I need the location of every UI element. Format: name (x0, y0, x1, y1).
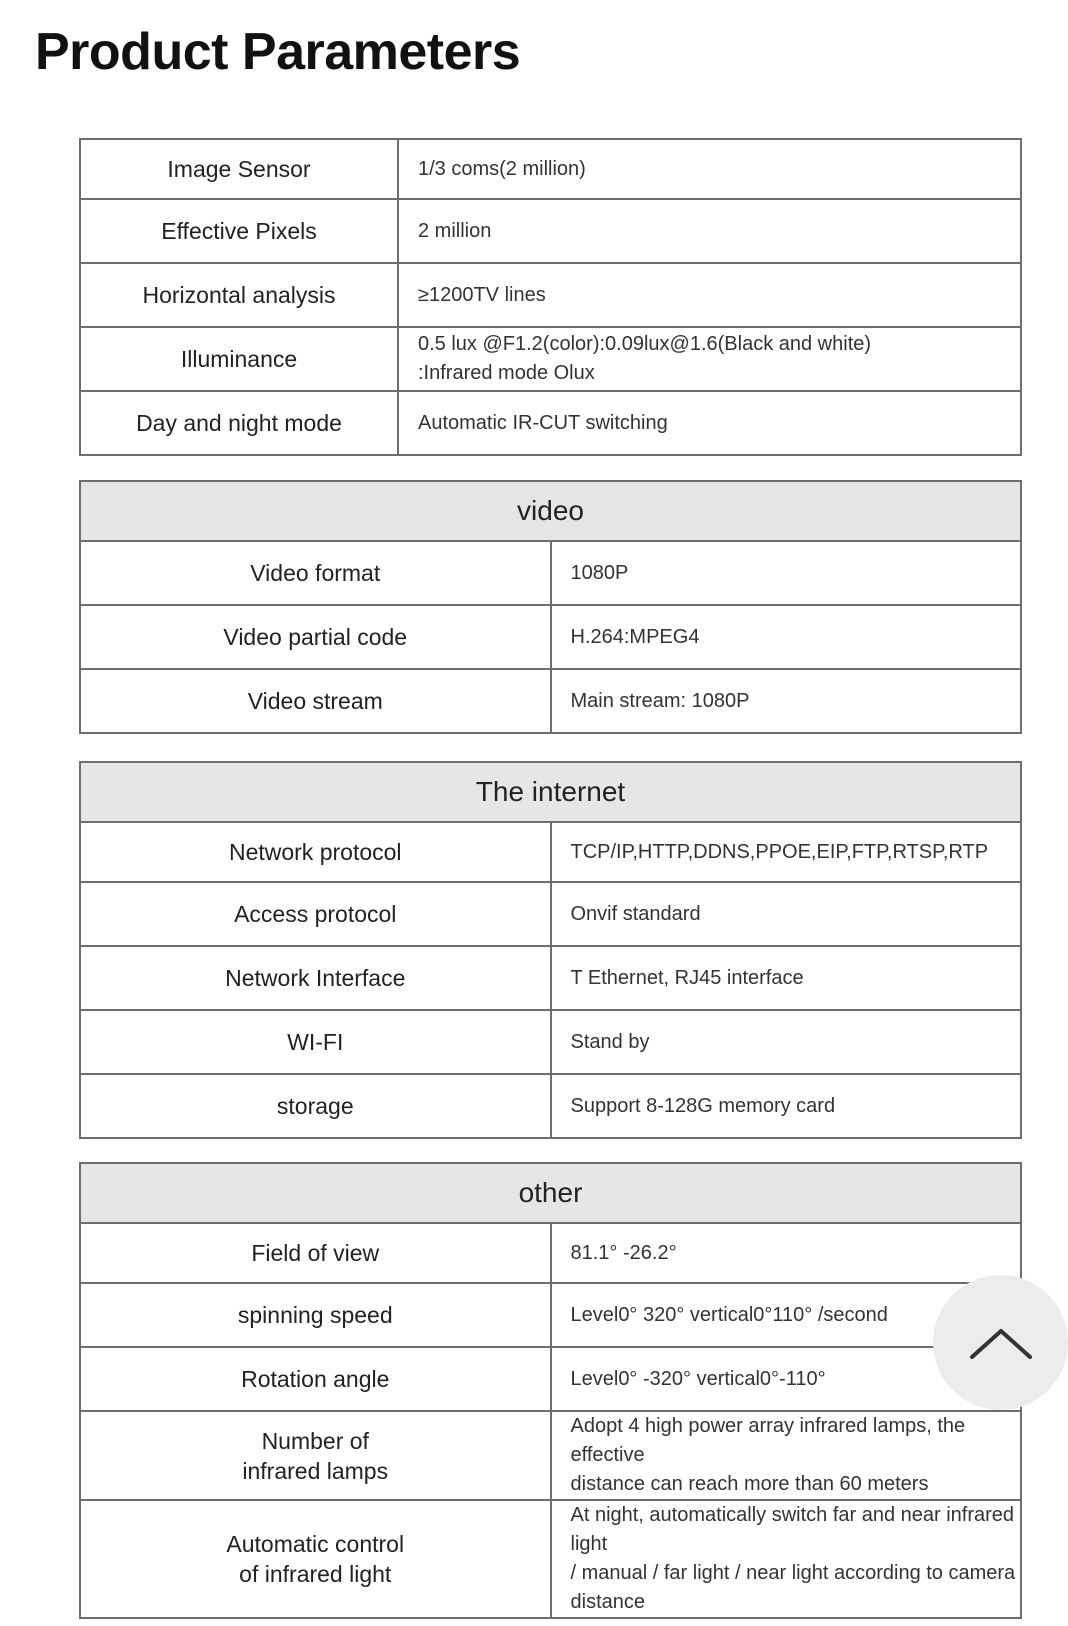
chevron-up-icon (966, 1323, 1036, 1363)
table-row (80, 1074, 1021, 1138)
param-label: Network protocol (80, 822, 551, 882)
param-value (398, 327, 1021, 391)
param-value: Support 8-128G memory card (551, 1074, 1022, 1138)
scroll-to-top-button[interactable] (933, 1275, 1068, 1410)
param-value-line: / manual / far light / near light according to camera distance (570, 1562, 1016, 1613)
table-row (80, 822, 1021, 882)
section-header: other (80, 1163, 1021, 1223)
spec-table-other (79, 1162, 1022, 1619)
param-value: ≥1200TV lines (398, 263, 1021, 327)
param-label (80, 1500, 551, 1618)
param-value-line: Adopt 4 high power array infrared lamps, the effective (570, 1415, 966, 1466)
table-row (80, 391, 1021, 455)
param-label (80, 1411, 551, 1500)
page-title: Product Parameters (35, 23, 521, 81)
param-value: Stand by (551, 1010, 1022, 1074)
section-header: video (80, 481, 1021, 541)
param-label: Video partial code (80, 605, 551, 669)
param-label: WI-FI (80, 1010, 551, 1074)
table-row (80, 263, 1021, 327)
param-label: Image Sensor (80, 139, 398, 199)
param-value-line: distance can reach more than 60 meters (570, 1473, 929, 1495)
param-label: Access protocol (80, 882, 551, 946)
section-header-row (80, 762, 1021, 822)
param-value-line: 0.5 lux @F1.2(color):0.09lux@1.6(Black and white) (418, 333, 872, 355)
param-value: Automatic IR-CUT switching (398, 391, 1021, 455)
section-header: The internet (80, 762, 1021, 822)
param-label: Illuminance (80, 327, 398, 391)
param-label: Rotation angle (80, 1347, 551, 1411)
param-label-line: of infrared light (239, 1561, 392, 1587)
spec-table-internet (79, 761, 1022, 1139)
table-row (80, 605, 1021, 669)
table-row (80, 1283, 1021, 1347)
param-label: spinning speed (80, 1283, 551, 1347)
param-label: Field of view (80, 1223, 551, 1283)
param-value: T Ethernet, RJ45 interface (551, 946, 1022, 1010)
table-row (80, 1500, 1021, 1618)
param-value: Onvif standard (551, 882, 1022, 946)
param-label-line: Automatic control (226, 1531, 405, 1557)
table-row (80, 882, 1021, 946)
table-row (80, 199, 1021, 263)
param-value: 2 million (398, 199, 1021, 263)
table-row (80, 1347, 1021, 1411)
param-label: Effective Pixels (80, 199, 398, 263)
param-value: 1/3 coms(2 million) (398, 139, 1021, 199)
table-row (80, 1010, 1021, 1074)
param-value: Level0° 320° vertical0°110° /second (551, 1283, 1022, 1347)
param-value: Main stream: 1080P (551, 669, 1022, 733)
param-value-line: :Infrared mode Olux (418, 362, 595, 384)
section-header-row (80, 481, 1021, 541)
param-value-line: At night, automatically switch far and near infrared light (570, 1504, 1015, 1555)
param-value (551, 1411, 1022, 1500)
param-label: Video stream (80, 669, 551, 733)
param-value: TCP/IP,HTTP,DDNS,PPOE,EIP,FTP,RTSP,RTP (551, 822, 1022, 882)
table-row (80, 946, 1021, 1010)
param-label: Day and night mode (80, 391, 398, 455)
table-row (80, 1411, 1021, 1500)
spec-table-basic (79, 138, 1022, 456)
section-header-row (80, 1163, 1021, 1223)
param-label: Horizontal analysis (80, 263, 398, 327)
param-value: 1080P (551, 541, 1022, 605)
param-label: Network Interface (80, 946, 551, 1010)
param-value: 81.1° -26.2° (551, 1223, 1022, 1283)
table-row (80, 1223, 1021, 1283)
param-label: Video format (80, 541, 551, 605)
param-label: storage (80, 1074, 551, 1138)
spec-table-video (79, 480, 1022, 734)
table-row (80, 541, 1021, 605)
param-value: Level0° -320° vertical0°-110° (551, 1347, 1022, 1411)
param-value: H.264:MPEG4 (551, 605, 1022, 669)
table-row (80, 669, 1021, 733)
table-row (80, 327, 1021, 391)
param-value (551, 1500, 1022, 1618)
param-label-line: Number of (261, 1427, 369, 1454)
param-label-line: infrared lamps (242, 1457, 389, 1484)
table-row (80, 139, 1021, 199)
